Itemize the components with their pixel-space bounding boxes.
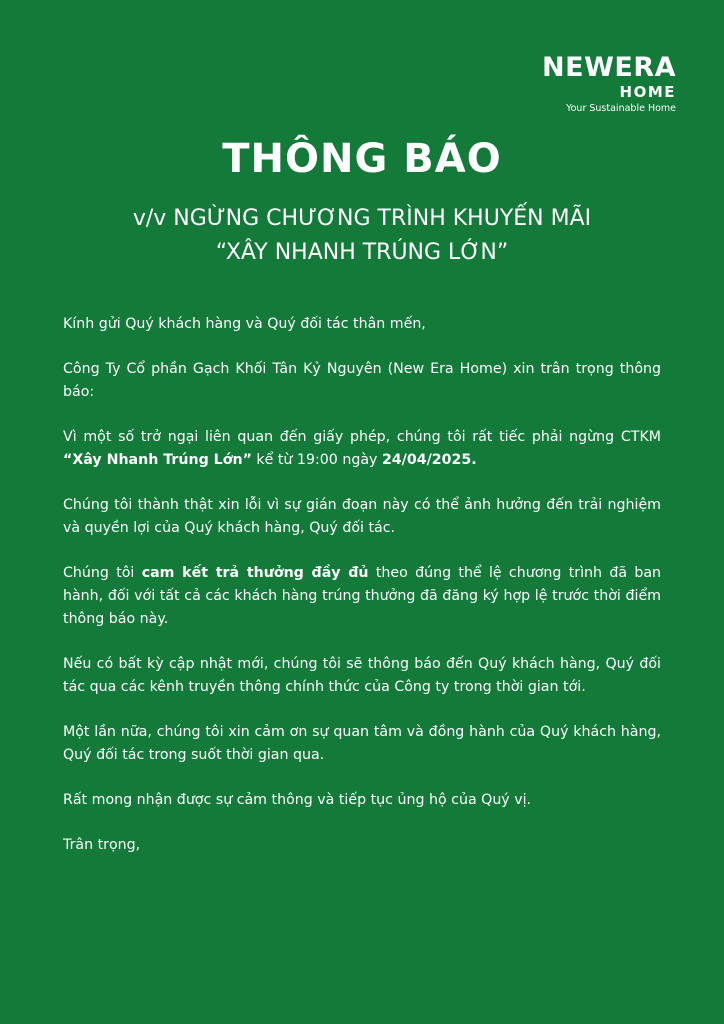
paragraph-apology: Chúng tôi thành thật xin lỗi vì sự gián đoạn này có thể ảnh hưởng đến trải nghiệm và quyền lợi của Quý khách hàng, Quý đối tác. bbox=[63, 497, 661, 536]
program-name: “Xây Nhanh Trúng Lớn” bbox=[63, 452, 252, 468]
suspension-date: 24/04/2025. bbox=[381, 452, 477, 468]
logo-brand-main: NEWERA bbox=[542, 52, 676, 83]
greeting: Kính gửi Quý khách hàng và Quý đối tác thân mến, bbox=[63, 316, 426, 332]
paragraph-sympathy: Rất mong nhận được sự cảm thông và tiếp tục ủng hộ của Quý vị. bbox=[63, 792, 532, 808]
paragraph-commitment bbox=[63, 562, 661, 631]
subtitle-line-1: v/v NGỪNG CHƯƠNG TRÌNH KHUYẾN MÃI bbox=[132, 206, 592, 231]
paragraph-updates: Nếu có bất kỳ cập nhật mới, chúng tôi sẽ thông báo đến Quý khách hàng, Quý đối tác qua các kênh truyền thông chính thức của Công ty trong thời gian tới. bbox=[63, 656, 661, 695]
closing: Trân trọng, bbox=[63, 837, 141, 853]
notice-body bbox=[63, 313, 661, 879]
paragraph-thanks: Một lần nữa, chúng tôi xin cảm ơn sự quan tâm và đồng hành của Quý khách hàng, Quý đối tác trong suốt thời gian qua. bbox=[63, 724, 661, 763]
commitment-highlight: cam kết trả thưởng đầy đủ bbox=[141, 565, 369, 581]
logo-tagline: Your Sustainable Home bbox=[566, 103, 676, 114]
commitment-text-c: theo đúng thể lệ chương trình đã ban hành, đối với tất cả các khách hàng trúng thưởng đã đăng ký hợp lệ trước thời điểm thông báo này. bbox=[63, 565, 662, 627]
brand-logo bbox=[536, 54, 676, 115]
notice-subtitle bbox=[0, 202, 724, 270]
commitment-text-a: Chúng tôi bbox=[63, 565, 142, 581]
logo-brand-sub: HOME bbox=[619, 83, 676, 101]
paragraph-company-intro: Công Ty Cổ phần Gạch Khối Tân Kỷ Nguyên (New Era Home) xin trân trọng thông báo: bbox=[63, 361, 661, 400]
suspension-text-c: kể từ 19:00 ngày bbox=[251, 452, 382, 468]
paragraph-suspension bbox=[63, 426, 661, 472]
notice-title: THÔNG BÁO bbox=[222, 136, 502, 182]
subtitle-line-2: “XÂY NHANH TRÚNG LỚN” bbox=[215, 240, 509, 265]
suspension-text-a: Vì một số trở ngại liên quan đến giấy phép, chúng tôi rất tiếc phải ngừng CTKM bbox=[63, 429, 661, 445]
